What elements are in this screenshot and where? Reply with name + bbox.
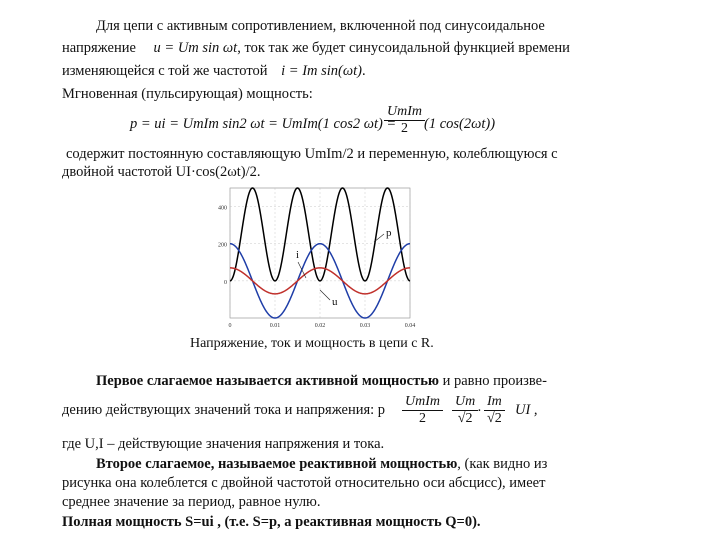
- x-tick-label: 0.04: [404, 323, 416, 329]
- text-line-p1: [96, 372, 547, 390]
- text-frequency: изменяющейся с той же частотой: [62, 63, 268, 79]
- text-reactive-rest: , (как видно из: [457, 456, 548, 472]
- y-tick-label: 400: [218, 205, 227, 212]
- power-formula-right: (1 cos(2ωt)): [424, 116, 496, 132]
- active-fraction-3-den: √2: [487, 411, 502, 426]
- text-voltage-intro: напряжение: [62, 40, 136, 56]
- series-label-u: u: [332, 296, 338, 308]
- active-power-term: Первое слагаемое называется активной мощностью: [96, 373, 439, 389]
- power-fraction-den: 2: [401, 121, 408, 136]
- active-power-ui: UI ,: [515, 402, 538, 418]
- text-line-p5: рисунка она колеблется с двойной частотой относительно оси абсцисс), имеет: [62, 475, 546, 491]
- y-tick-label: 200: [218, 242, 227, 249]
- annotation-pointer: [320, 290, 330, 300]
- active-fraction-1: [402, 394, 443, 427]
- text-line-5: содержит постоянную составляющую UmIm/2 и переменную, колеблющуюся с: [66, 146, 558, 162]
- power-formula-left: p = ui = UmIm sin2 ωt = UmIm(1 cos2 ωt) =: [130, 116, 397, 132]
- series-label-p: p: [386, 227, 392, 239]
- active-fraction-1-num: UmIm: [402, 394, 443, 411]
- text-line-p2: дению действующих значений тока и напряжения: p: [62, 402, 386, 418]
- text-line-4: Мгновенная (пульсирующая) мощность:: [62, 86, 313, 102]
- active-fraction-2-den: √2: [457, 411, 473, 426]
- text-line-p4: [96, 455, 547, 473]
- text-line-2: [62, 39, 570, 57]
- text-line-6: двойной частотой UI·cos(2ωt)/2.: [62, 164, 261, 180]
- text-line-3: [62, 62, 366, 80]
- text-line-p6: среднее значение за период, равное нулю.: [62, 494, 321, 510]
- x-tick-label: 0.03: [359, 323, 371, 329]
- text-line-p3: где U,I – действующие значения напряжения и тока.: [62, 436, 385, 452]
- multiply-dot: ·: [477, 403, 482, 419]
- text-product-intro: и равно произве-: [438, 373, 547, 389]
- voltage-formula: u = Um sin ωt: [153, 40, 238, 56]
- active-fraction-1-den: 2: [419, 411, 426, 426]
- power-fraction-num: UmIm: [384, 104, 425, 121]
- series-label-i: i: [296, 249, 300, 261]
- power-fraction: [384, 104, 425, 137]
- text-current-intro: , ток так же будет синусоидальной функцией времени: [237, 40, 570, 56]
- text-period: .: [361, 63, 366, 79]
- text-line-1: Для цепи с активным сопротивлением, включенной под синусоидальное: [96, 18, 545, 34]
- x-tick-label: 0.01: [269, 323, 281, 329]
- power-chart: [200, 180, 430, 330]
- text-line-p7: Полная мощность S=ui , (т.е. S=p, а реактивная мощность Q=0).: [62, 514, 481, 530]
- active-fraction-3-num: Im: [484, 394, 505, 411]
- active-fraction-2-num: Um: [452, 394, 478, 411]
- active-fraction-3: [484, 394, 505, 427]
- active-fraction-2: [452, 394, 478, 427]
- x-tick-label: 0: [228, 323, 232, 329]
- y-tick-label: 0: [224, 279, 227, 286]
- x-tick-label: 0.02: [314, 323, 326, 329]
- chart-caption: Напряжение, ток и мощность в цепи с R.: [190, 336, 434, 351]
- current-formula: i = Im sin(ωt): [281, 63, 362, 79]
- reactive-power-term: Второе слагаемое, называемое реактивной мощностью: [96, 456, 458, 472]
